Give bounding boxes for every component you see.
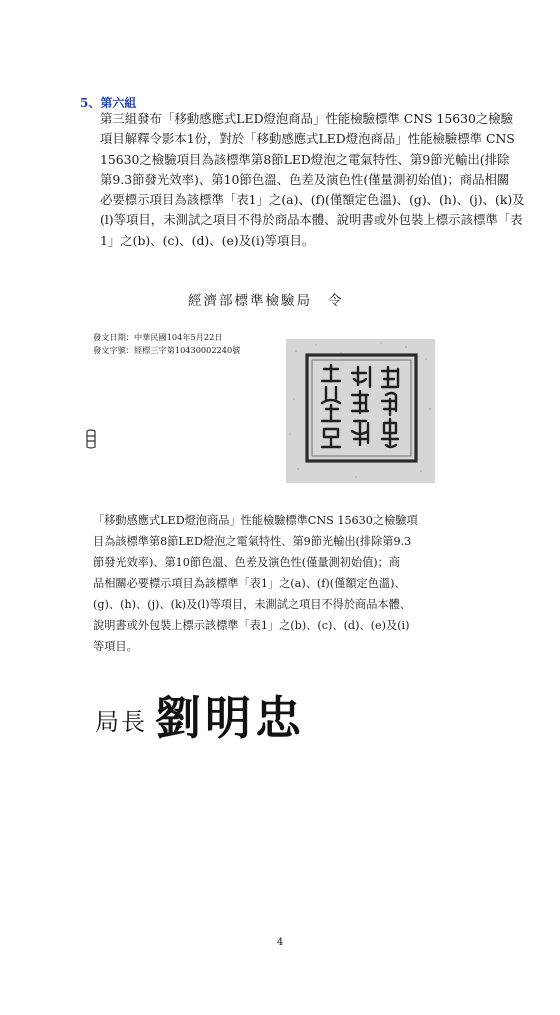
issuer-line [188,289,344,309]
paragraph-line: 必要標示項目為該標準「表1」之(a)、(f)(僅額定色溫)、(g)、(h)、(j)、(k)及 [100,192,525,208]
paragraph-line: 說明書或外包裝上標示該標準「表1」之(b)、(c)、(d)、(e)及(i) [93,619,410,632]
seal-icon [286,339,435,483]
paragraph-line: 1」之(b)、(c)、(d)、(e)及(i)等項目。 [100,232,315,248]
page-number: 4 [276,937,284,948]
margin-mark-icon [84,428,98,454]
issue-number: 發文字號：經標三字第10430002240號 [93,345,241,355]
signatory-name: 劉明忠 [155,691,305,745]
paragraph-line: 項目解釋令影本1份，對於「移動感應式LED燈泡商品」性能檢驗標準 CNS [100,131,515,147]
issuer-name: 經濟部標準檢驗局 [188,293,312,309]
paragraph-line: (g)、(h)、(j)、(k)及(l)等項目，未測試之項目不得於商品本體、 [93,598,411,611]
paragraph-line: 等項目。 [93,640,138,653]
section-heading: 5、第六組 [80,96,137,110]
document-meta [93,331,240,357]
paragraph-line: 節發光效率)、第10節色溫、色差及演色性(僅量測初始值)；商 [93,556,401,569]
paragraph-line: 15630之檢驗項目為該標準第8節LED燈泡之電氣特性、第9節光輸出(排除 [100,151,510,167]
signature-block [95,683,305,743]
paragraph-line: (l)等項目，未測試之項目不得於商品本體、說明書或外包裝上標示該標準「表 [100,212,523,228]
paragraph-line: 目為該標準第8節LED燈泡之電氣特性、第9節光輸出(排除第9.3 [93,535,412,548]
paragraph-order [93,510,453,657]
paragraph-intro [100,109,525,251]
paragraph-line: 「移動感應式LED燈泡商品」性能檢驗標準CNS 15630之檢驗項 [93,514,418,527]
paragraph-line: 第三組發布「移動感應式LED燈泡商品」性能檢驗標準 CNS 15630之檢驗 [100,111,514,126]
official-seal [286,339,435,483]
signatory-title: 局長 [95,708,147,736]
issue-date: 發文日期：中華民國104年5月22日 [93,332,223,342]
paragraph-line: 品相關必要標示項目為該標準「表1」之(a)、(f)(僅額定色溫)、 [93,577,406,590]
paragraph-line: 第9.3節發光效率)、第10節色溫、色差及演色性(僅量測初始值)；商品相關 [100,171,510,187]
order-label: 令 [328,293,344,309]
